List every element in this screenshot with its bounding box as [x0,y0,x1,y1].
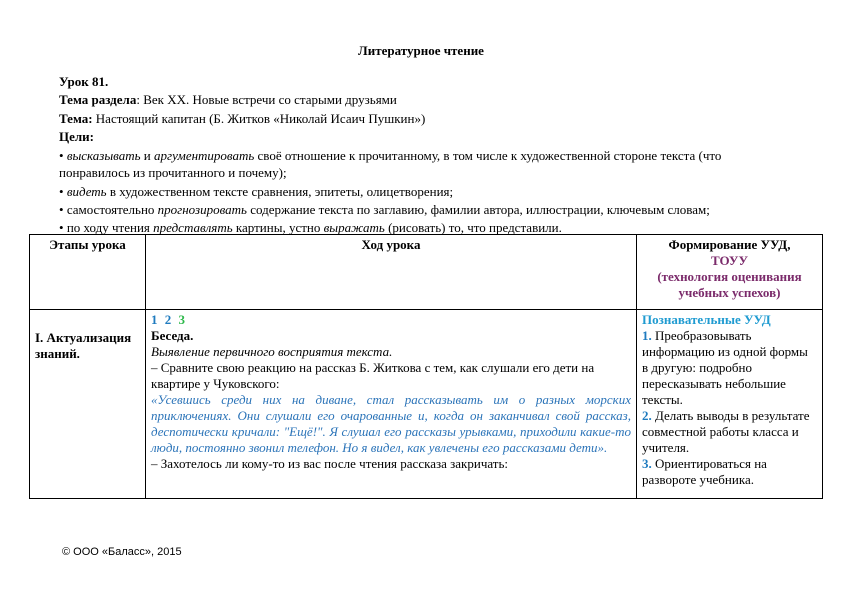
uud-item [642,408,817,456]
header-progress: Ход урока [146,235,637,310]
goal-item [59,183,779,200]
marker-3: 3 [178,312,187,327]
bullet-icon: • [59,202,64,217]
goal-text: и [140,148,154,163]
quote-text: «Усевшись среди них на диване, стал рассказывать им о разных морских приключениях. Они слушали его очарованные и, когда он заканчивал свой рассказ, деспотически кричали: "Ещё!". Я слушал его рассказы урывками, приходили какие-то люди, постоянно звонил телефон. Но я видел, как увлечены его рассказами дети». [151,392,631,455]
marker-2: 2 [164,312,174,327]
goal-text: в художественном тексте сравнения, эпитеты, олицетворения; [106,184,454,199]
header-uud [637,235,823,310]
goal-text-rest: содержание текста по заглавию, фамилии автора, иллюстрации, ключевым словам; [246,202,710,217]
header-stages: Этапы урока [30,235,146,310]
question-text-2: – Захотелось ли кому-то из вас после чтения рассказа закричать: [151,456,509,471]
uud-item [642,328,817,408]
question-text: – Сравните свою реакцию на рассказ Б. Житкова с тем, как слушали его дети на квартире у Чуковского: [151,360,595,391]
uud-item-number: 2. [642,408,652,423]
marker-1: 1 [151,312,160,327]
activity-title: Беседа. [151,328,194,343]
document-title: Литературное чтение [358,43,484,58]
slide-markers [151,312,631,328]
bullet-icon: • [59,220,64,235]
table-row [30,310,823,499]
topic-line [59,110,425,127]
goal-item [59,201,779,218]
header-toyy: ТОУУ [711,253,748,268]
goal-text: самостоятельно [66,202,158,217]
goals-label: Цели: [59,129,94,144]
uud-item-number: 1. [642,328,652,343]
goal-verb-3: выражать [323,220,385,235]
header-toyy-sub: (технология оценивания учебных успехов) [657,269,802,300]
activity-purpose: Выявление первичного восприятия текста. [151,344,393,359]
section-value: : Век XX. Новые встречи со старыми друзьями [136,92,397,107]
uud-item-number: 3. [642,456,652,471]
uud-item-text: Делать выводы в результате совместной работы класса и учителя. [642,408,810,455]
stage-cell: I. Актуализация знаний. [30,310,146,499]
uud-item-text: Преобразовывать информацию из одной формы в другую: подробно пересказывать небольшие тексты. [642,328,808,407]
section-label: Тема раздела [59,92,137,107]
goal-item [59,147,779,181]
goal-text: по ходу чтения [66,220,154,235]
progress-cell [146,310,637,499]
table-header-row [30,235,823,310]
bullet-icon: • [59,148,64,163]
copyright-footer: © ООО «Баласс», 2015 [62,546,182,558]
uud-title: Познавательные УУД [642,312,771,327]
lesson-number: Урок 81. [59,74,109,89]
topic-value: Настоящий капитан (Б. Житков «Николай Исаич Пушкин») [92,111,426,126]
header-uud-main: Формирование УУД, [668,237,791,252]
goal-verb: высказывать [66,148,141,163]
lesson-table [29,234,823,499]
goal-verb: представлять [153,220,233,235]
uud-cell [637,310,823,499]
uud-item-text: Ориентироваться на развороте учебника. [642,456,767,487]
topic-label: Тема: [59,111,93,126]
section-line [59,91,397,108]
uud-item [642,456,817,488]
bullet-icon: • [59,184,64,199]
goal-verb-2: аргументировать [154,148,255,163]
goal-verb: прогнозировать [157,202,247,217]
goal-verb: видеть [66,184,107,199]
goal-text-rest: своё отношение к прочитанному, в том числе к художественной стороне текста (что понравилось из прочитанного и почему); [59,148,722,180]
goal-text-end: (рисовать) то, что представили. [384,220,562,235]
goal-text-rest: картины, устно [232,220,324,235]
